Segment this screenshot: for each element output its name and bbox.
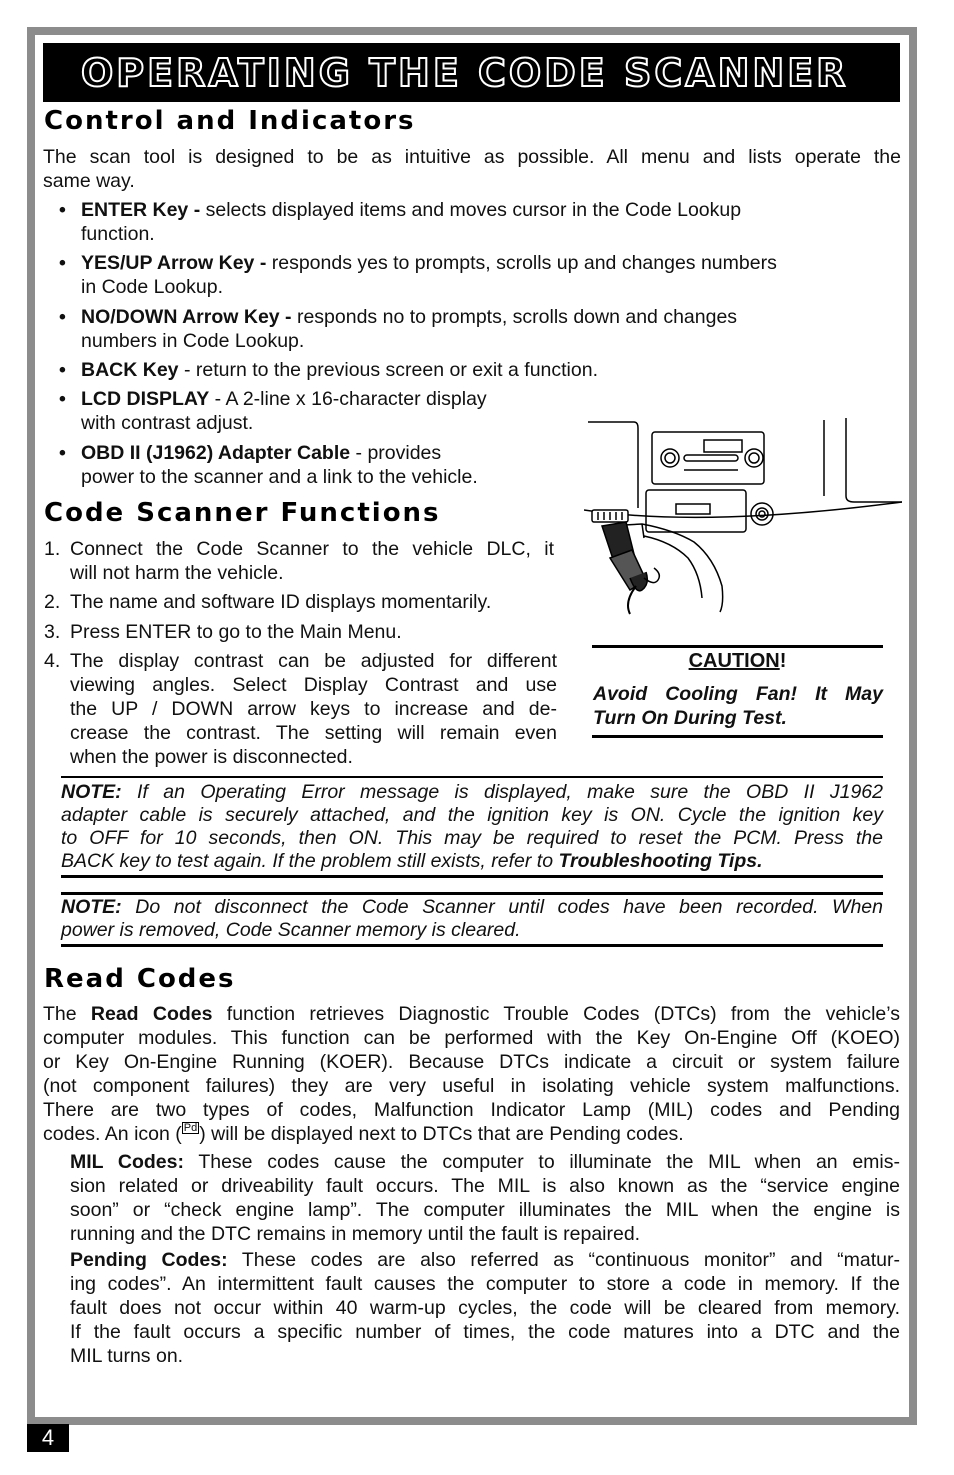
controls-heading: Control and Indicators [44,106,416,136]
caution-top-rule [592,645,883,648]
caution-text: Avoid Cooling Fan! It May Turn On During Test. [593,683,883,729]
list-item: • NO/DOWN Arrow Key - responds no to prompts, scrolls down and changes numbers in Code Lookup. [59,306,738,352]
note1-bottom-rule [61,875,883,878]
note2-bottom-rule [61,944,883,947]
read-codes-heading: Read Codes [44,964,236,994]
list-item: • OBD II (J1962) Adapter Cable - provides power to the scanner and a link to the vehicle. [59,442,478,488]
page-title: OPERATING THE CODE SCANNER [81,51,849,95]
note-operating-error: NOTE: If an Operating Error message is displayed, make sure the OBD II J1962 adapter cable is securely attached, and the ignition key is ON. Cycle the ignition key to OFF for 10 seconds, then ON. This may be required to reset the PCM. Press the BACK key to test again. If the problem still exists, refer to Troubleshooting Tips. [61,781,883,872]
vehicle-dlc-illustration [584,418,902,616]
pending-codes-paragraph: Pending Codes: These codes are also referred as “continuous monitor” and “matur- ing codes”. An intermittent fault causes the computer to store a code in memory. If the fault does not occur within 40 warm-up cycles, the code will be cleared from memory. If the fault occurs a specific number of times, the code matures into a DTC and the MIL turns on. [70,1249,900,1367]
note1-top-rule [61,776,883,778]
step-item: 3. Press ENTER to go to the Main Menu. [44,621,402,643]
step-item: 2. The name and software ID displays momentarily. [44,591,492,613]
list-item: • LCD DISPLAY - A 2-line x 16-character display with contrast adjust. [59,388,487,434]
title-banner [43,43,900,102]
step-item: 4. The display contrast can be adjusted for different viewing angles. Select Display Contrast and use the UP / DOWN arrow keys to increase and de- crease the contrast. The setting will remain even when the power is disconnected. [44,650,557,768]
read-codes-paragraph: The Read Codes function retrieves Diagnostic Trouble Codes (DTCs) from the vehicle’s computer modules. This function can be performed with the Key On-Engine Off (KOEO) or Key On-Engine Running (KOER). Because DTCs indicate a circuit or system failure (not component failures) they are very useful in isolating vehicle system malfunctions. There are two types of codes, Malfunction Indicator Lamp (MIL) codes and Pending codes. An icon ( Pd ) will be displayed next to DTCs that are Pending codes. [43,1003,900,1145]
page-number: 4 [27,1424,69,1452]
list-item: • BACK Key - return to the previous screen or exit a function. [59,359,598,381]
mil-codes-paragraph: MIL Codes: These codes cause the computer to illuminate the MIL when an emis- sion related or driveability fault occurs. The MIL is also known as the “service engine soon” or “check engine lamp”. The computer illuminates the MIL when the engine is running and the DTC remains in memory until the fault is repaired. [70,1151,900,1245]
functions-heading: Code Scanner Functions [44,498,441,528]
step-item: 1. Connect the Code Scanner to the vehicle DLC, it will not harm the vehicle. [44,538,554,584]
caution-title: CAUTION! [688,650,787,672]
note-disconnect: NOTE: Do not disconnect the Code Scanner until codes have been recorded. When power is removed, Code Scanner memory is cleared. [61,896,883,941]
troubleshooting-link: Troubleshooting Tips. [558,850,763,872]
note2-top-rule [61,892,883,895]
list-item: • YES/UP Arrow Key - responds yes to prompts, scrolls up and changes numbers in Code Lookup. [59,252,777,298]
pending-code-icon: Pd [183,1122,198,1134]
controls-intro: The scan tool is designed to be as intuitive as possible. All menu and lists operate the same way. [43,146,901,192]
caution-bottom-rule [592,735,883,738]
list-item: • ENTER Key - selects displayed items and moves cursor in the Code Lookup function. [59,199,742,245]
